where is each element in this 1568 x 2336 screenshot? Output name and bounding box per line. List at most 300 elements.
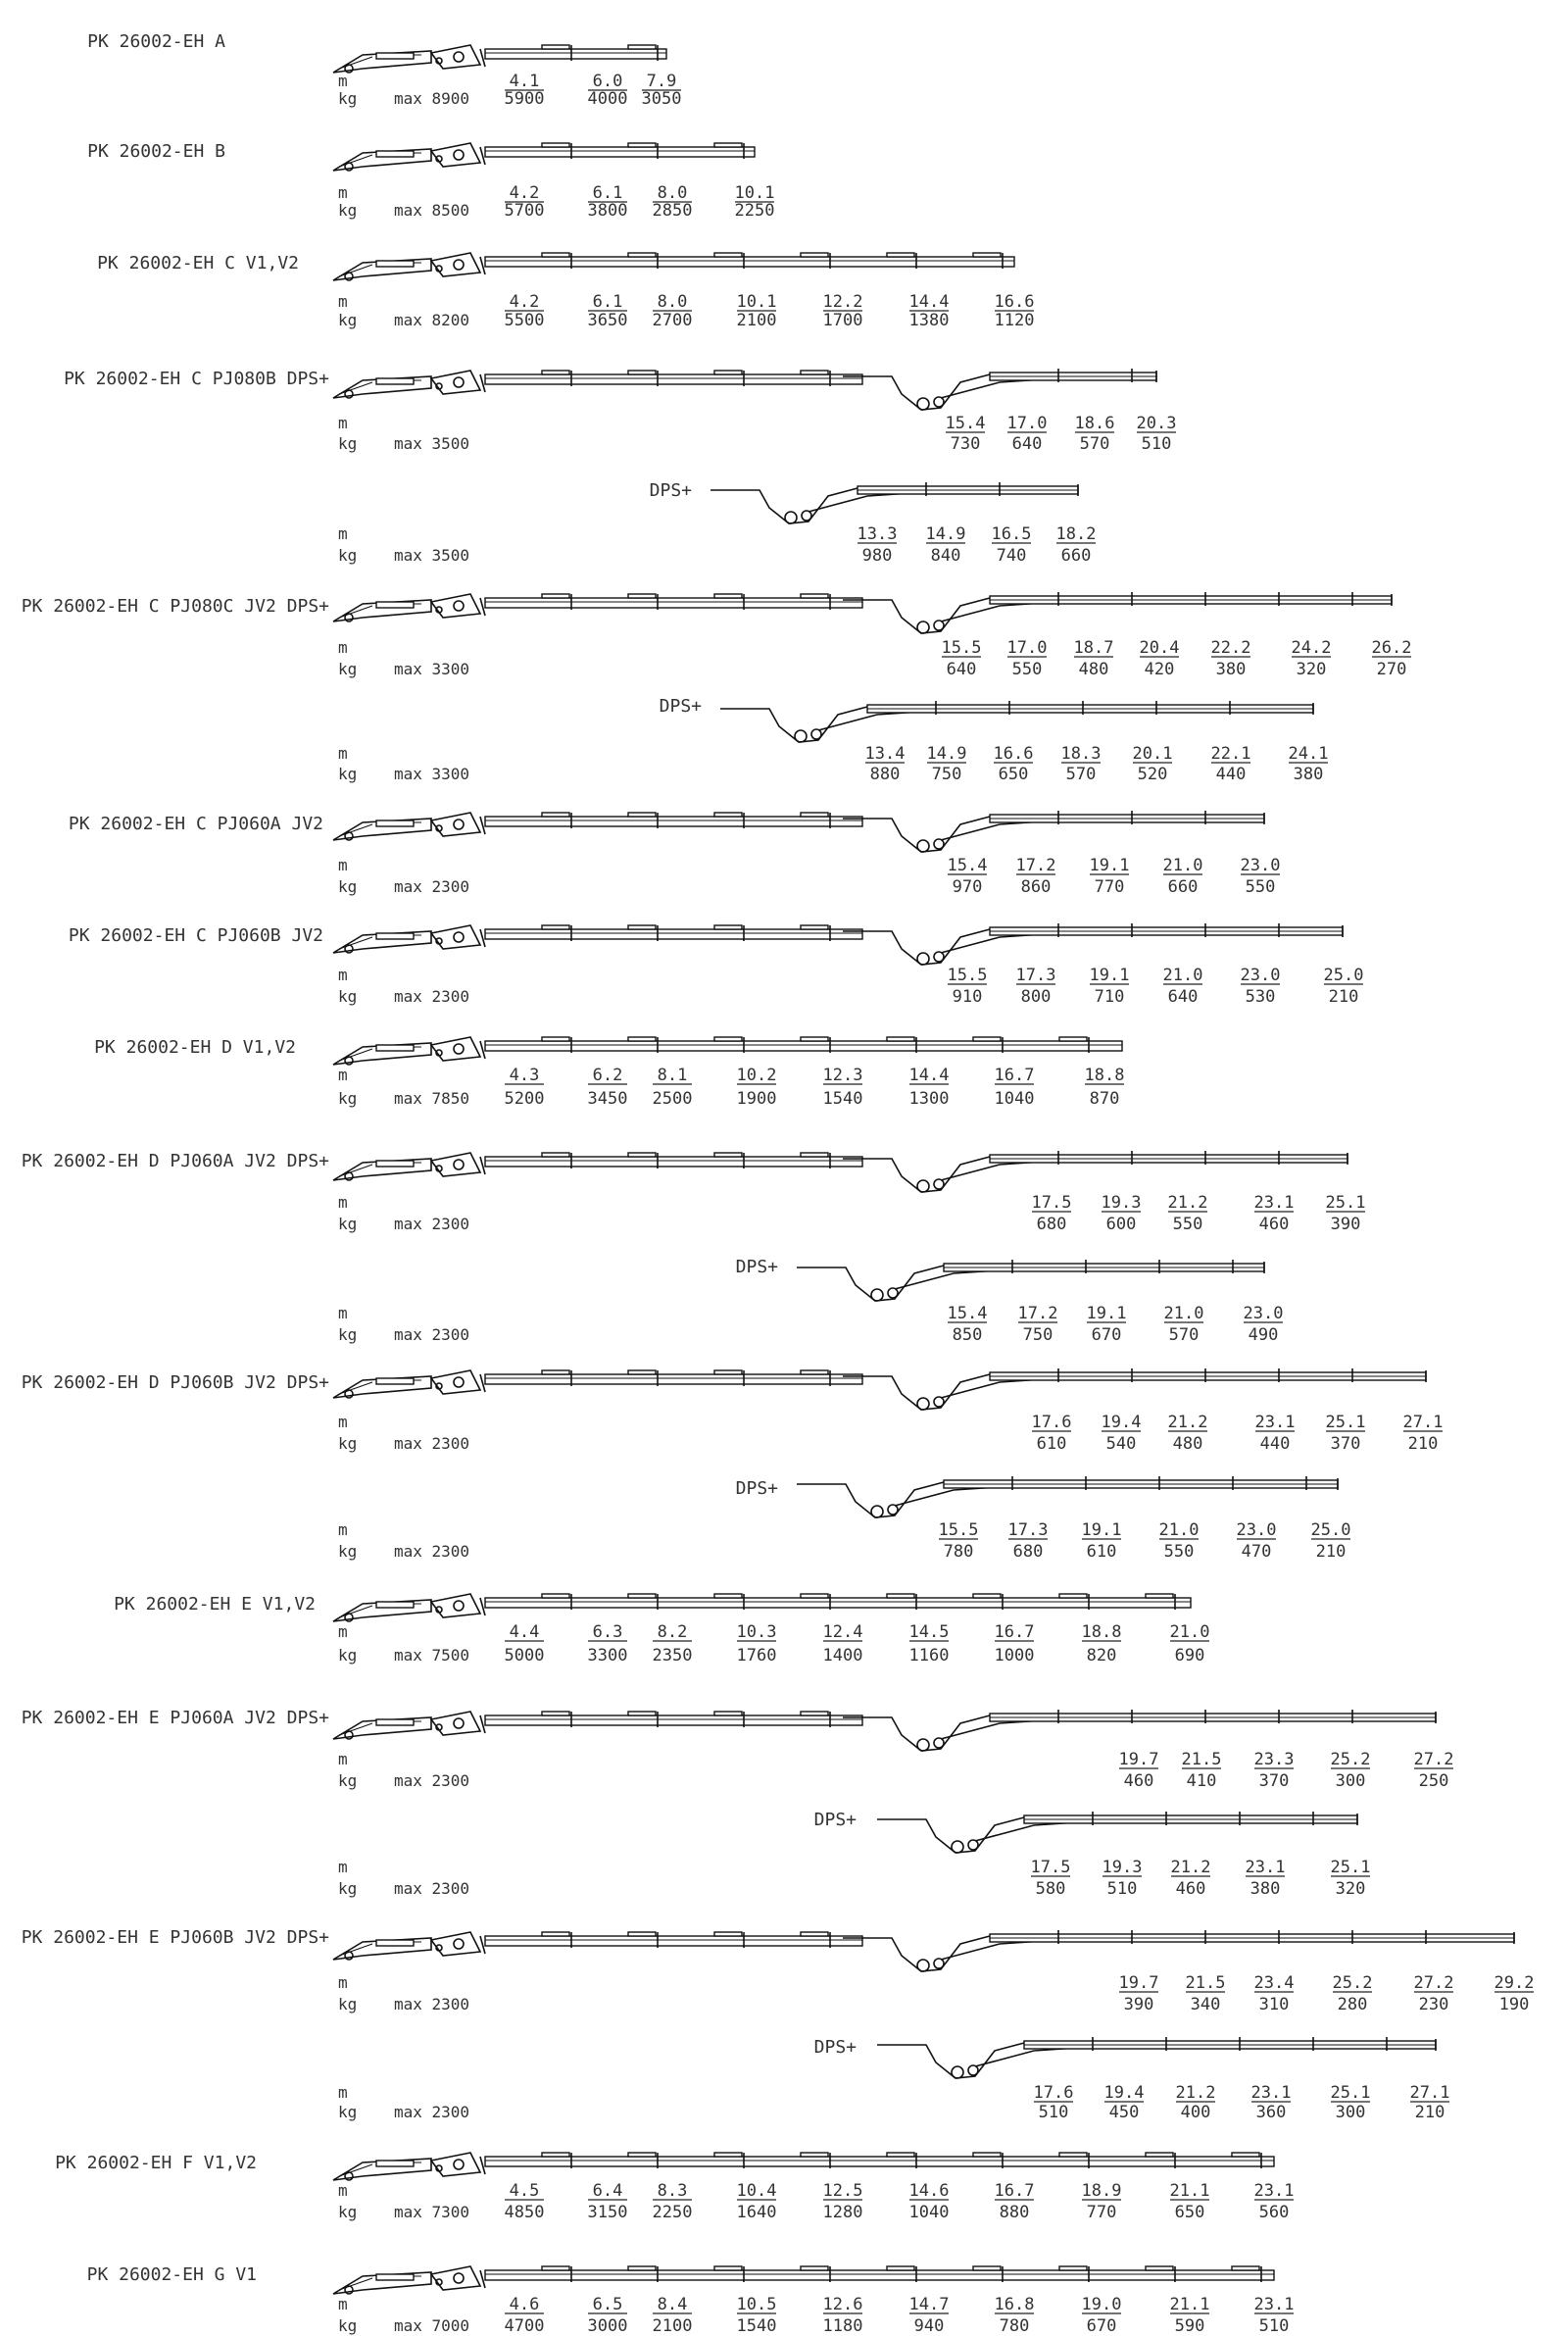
load-value: 1640 (736, 2203, 777, 2222)
unit-m-label: m (338, 292, 348, 311)
reach-value: 13.4 (864, 744, 906, 764)
load-value: 370 (1258, 1771, 1290, 1791)
load-value: 640 (1167, 987, 1199, 1007)
crane-config-row (87, 31, 681, 109)
load-value: 4850 (504, 2203, 545, 2222)
load-value: 340 (1190, 1995, 1221, 2014)
reach-value: 6.2 (592, 1066, 623, 1085)
crane-boom-drawing (333, 2153, 1274, 2180)
load-value: 3450 (587, 1089, 628, 1109)
reach-value: 8.2 (657, 1622, 688, 1642)
unit-m-label: m (338, 1750, 348, 1768)
reach-value: 21.1 (1169, 2295, 1210, 2314)
reach-value: 7.9 (646, 72, 677, 91)
crane-config-row (338, 696, 1328, 784)
load-value: 320 (1296, 660, 1327, 679)
load-value: 1400 (822, 1646, 863, 1665)
load-value: 210 (1407, 1434, 1439, 1454)
reach-value: 16.7 (994, 1066, 1035, 1085)
load-value: 940 (913, 2316, 945, 2336)
config-title: PK 26002-EH G V1 (86, 2264, 257, 2285)
reach-value: 24.1 (1288, 744, 1329, 764)
load-value: 520 (1137, 765, 1168, 784)
reach-value: 19.4 (1101, 1413, 1142, 1432)
load-value: 570 (1079, 434, 1110, 454)
unit-m-label: m (338, 2295, 348, 2313)
reach-value: 8.1 (657, 1066, 688, 1085)
unit-kg-label: kg (338, 1879, 358, 1898)
load-value: 410 (1186, 1771, 1217, 1791)
load-value: 1380 (908, 311, 950, 330)
load-value: 680 (1012, 1542, 1044, 1562)
reach-value: 19.1 (1089, 856, 1130, 875)
reach-value: 17.6 (1031, 1413, 1072, 1432)
reach-value: 18.6 (1074, 414, 1115, 433)
reach-value: 26.2 (1371, 638, 1412, 658)
config-title: PK 26002-EH D PJ060A JV2 DPS+ (21, 1151, 329, 1171)
reach-value: 15.5 (941, 638, 982, 658)
load-value: 270 (1376, 660, 1407, 679)
max-load-label: max 8500 (394, 201, 470, 220)
crane-boom-drawing (797, 1476, 1338, 1517)
max-load-label: max 2300 (394, 1542, 470, 1561)
load-value: 2100 (736, 311, 777, 330)
unit-m-label: m (338, 524, 348, 543)
reach-value: 6.0 (592, 72, 623, 91)
config-title: PK 26002-EH C V1,V2 (97, 253, 299, 273)
max-load-label: max 3500 (394, 546, 470, 565)
reach-value: 21.2 (1167, 1193, 1208, 1213)
reach-value: 8.0 (657, 292, 688, 312)
reach-value: 23.1 (1253, 2295, 1295, 2314)
max-load-label: max 3300 (394, 765, 470, 783)
reach-value: 19.7 (1118, 1750, 1159, 1769)
reach-value: 21.5 (1185, 1973, 1226, 1993)
load-value: 2250 (734, 201, 775, 221)
config-title: DPS+ (735, 1257, 778, 1277)
unit-kg-label: kg (338, 434, 358, 453)
load-value: 250 (1418, 1771, 1449, 1791)
reach-value: 19.4 (1103, 2083, 1145, 2103)
unit-m-label: m (338, 1858, 348, 1876)
load-value: 2350 (652, 1646, 693, 1665)
unit-kg-label: kg (338, 546, 358, 565)
reach-value: 8.3 (657, 2181, 688, 2201)
config-title: PK 26002-EH A (87, 31, 225, 52)
load-value: 4700 (504, 2316, 545, 2336)
load-value: 880 (999, 2203, 1030, 2222)
unit-m-label: m (338, 744, 348, 763)
reach-value: 27.1 (1409, 2083, 1450, 2103)
reach-value: 25.0 (1323, 966, 1364, 985)
reach-value: 17.6 (1033, 2083, 1074, 2103)
load-value: 420 (1144, 660, 1175, 679)
load-value: 570 (1065, 765, 1097, 784)
reach-value: 20.3 (1136, 414, 1177, 433)
reach-value: 18.9 (1081, 2181, 1122, 2201)
reach-value: 25.1 (1330, 1858, 1371, 1877)
load-value: 690 (1174, 1646, 1205, 1665)
load-value: 680 (1036, 1215, 1067, 1234)
unit-m-label: m (338, 1973, 348, 1992)
reach-value: 4.3 (509, 1066, 540, 1085)
load-value: 860 (1020, 877, 1052, 897)
reach-value: 17.2 (1015, 856, 1056, 875)
unit-kg-label: kg (338, 1089, 358, 1108)
load-value: 650 (1174, 2203, 1205, 2222)
reach-value: 22.1 (1210, 744, 1251, 764)
load-value: 1760 (736, 1646, 777, 1665)
reach-value: 4.2 (509, 183, 540, 203)
reach-value: 27.2 (1413, 1973, 1454, 1993)
max-load-label: max 2300 (394, 1771, 470, 1790)
reach-value: 21.5 (1181, 1750, 1222, 1769)
unit-kg-label: kg (338, 1771, 358, 1790)
load-value: 490 (1248, 1325, 1279, 1345)
load-value: 1700 (822, 311, 863, 330)
load-value: 470 (1241, 1542, 1272, 1562)
config-title: DPS+ (813, 2037, 857, 2058)
load-value: 510 (1038, 2103, 1069, 2122)
crane-config-row (338, 1476, 1350, 1562)
reach-value: 6.5 (592, 2295, 623, 2314)
max-load-label: max 7850 (394, 1089, 470, 1108)
crane-boom-drawing (720, 701, 1313, 742)
reach-value: 16.8 (994, 2295, 1035, 2314)
config-title: DPS+ (659, 696, 702, 717)
reach-value: 6.4 (592, 2181, 623, 2201)
unit-m-label: m (338, 72, 348, 90)
crane-config-row (87, 2264, 1295, 2336)
unit-kg-label: kg (338, 1215, 358, 1233)
config-title: PK 26002-EH B (87, 141, 225, 162)
max-load-label: max 2300 (394, 1879, 470, 1898)
reach-value: 23.1 (1250, 2083, 1292, 2103)
load-value: 550 (1172, 1215, 1203, 1234)
crane-boom-drawing (333, 143, 755, 171)
load-value: 530 (1245, 987, 1276, 1007)
load-value: 450 (1108, 2103, 1140, 2122)
max-load-label: max 8200 (394, 311, 470, 329)
unit-m-label: m (338, 2181, 348, 2200)
reach-value: 15.4 (947, 856, 988, 875)
unit-kg-label: kg (338, 877, 358, 896)
crane-boom-drawing (333, 1930, 1514, 1971)
reach-value: 6.1 (592, 183, 623, 203)
reach-value: 18.8 (1084, 1066, 1125, 1085)
load-value: 3050 (641, 89, 682, 109)
crane-config-row (94, 1037, 1124, 1109)
reach-value: 17.3 (1015, 966, 1056, 985)
max-load-label: max 2300 (394, 1215, 470, 1233)
crane-boom-drawing (797, 1260, 1264, 1301)
config-title: PK 26002-EH E PJ060B JV2 DPS+ (21, 1927, 329, 1948)
load-value: 580 (1035, 1879, 1066, 1899)
load-value: 3300 (587, 1646, 628, 1665)
load-value: 380 (1250, 1879, 1281, 1899)
unit-kg-label: kg (338, 2103, 358, 2121)
load-value: 2100 (652, 2316, 693, 2336)
reach-value: 25.0 (1310, 1520, 1351, 1540)
reach-value: 4.1 (509, 72, 540, 91)
load-value: 600 (1105, 1215, 1137, 1234)
crane-config-row (87, 141, 774, 221)
reach-value: 19.3 (1101, 1193, 1142, 1213)
max-load-label: max 2300 (394, 1995, 470, 2013)
crane-config-row (55, 2153, 1294, 2222)
load-value: 380 (1215, 660, 1247, 679)
reach-value: 14.5 (908, 1622, 950, 1642)
reach-value: 4.6 (509, 2295, 540, 2314)
load-value: 570 (1168, 1325, 1200, 1345)
load-value: 870 (1089, 1089, 1120, 1109)
load-value: 1300 (908, 1089, 950, 1109)
max-load-label: max 2300 (394, 987, 470, 1006)
reach-value: 19.1 (1081, 1520, 1122, 1540)
reach-value: 23.4 (1253, 1973, 1295, 1993)
unit-kg-label: kg (338, 201, 358, 220)
load-value: 840 (930, 546, 961, 566)
reach-value: 18.3 (1060, 744, 1102, 764)
reach-value: 8.0 (657, 183, 688, 203)
load-value: 2500 (652, 1089, 693, 1109)
load-value: 510 (1141, 434, 1172, 454)
load-value: 660 (1060, 546, 1092, 566)
config-title: PK 26002-EH F V1,V2 (55, 2153, 257, 2173)
load-value: 590 (1174, 2316, 1205, 2336)
load-value: 5900 (504, 89, 545, 109)
unit-m-label: m (338, 1304, 348, 1322)
load-value: 210 (1414, 2103, 1446, 2122)
reach-value: 21.2 (1170, 1858, 1211, 1877)
crane-config-row (69, 923, 1364, 1007)
reach-value: 12.6 (822, 2295, 863, 2314)
crane-config-row (22, 1927, 1535, 2014)
load-value: 5500 (504, 311, 545, 330)
unit-m-label: m (338, 183, 348, 202)
reach-value: 25.1 (1330, 2083, 1371, 2103)
load-value: 1000 (994, 1646, 1035, 1665)
load-value: 190 (1498, 1995, 1530, 2014)
crane-boom-drawing (333, 923, 1343, 965)
config-title: PK 26002-EH D PJ060B JV2 DPS+ (21, 1372, 329, 1393)
reach-value: 21.0 (1158, 1520, 1200, 1540)
load-value: 480 (1172, 1434, 1203, 1454)
reach-value: 23.0 (1243, 1304, 1284, 1323)
reach-value: 12.2 (822, 292, 863, 312)
max-load-label: max 3500 (394, 434, 470, 453)
load-value: 1900 (736, 1089, 777, 1109)
load-value: 660 (1167, 877, 1199, 897)
crane-config-row (22, 1368, 1444, 1454)
reach-value: 23.1 (1245, 1858, 1286, 1877)
reach-value: 18.7 (1073, 638, 1114, 658)
load-value: 3000 (587, 2316, 628, 2336)
crane-config-row (338, 1257, 1283, 1345)
config-title: PK 26002-EH C PJ060A JV2 (68, 814, 323, 834)
reach-value: 19.7 (1118, 1973, 1159, 1993)
reach-value: 19.3 (1102, 1858, 1143, 1877)
load-value: 770 (1094, 877, 1125, 897)
load-value: 4000 (587, 89, 628, 109)
load-value: 1540 (736, 2316, 777, 2336)
reach-value: 21.0 (1162, 856, 1203, 875)
unit-kg-label: kg (338, 1995, 358, 2013)
load-value: 610 (1036, 1434, 1067, 1454)
config-title: DPS+ (649, 480, 692, 501)
load-value: 550 (1163, 1542, 1195, 1562)
reach-value: 4.5 (509, 2181, 540, 2201)
crane-config-row (338, 1810, 1370, 1899)
reach-value: 10.1 (736, 292, 777, 312)
unit-kg-label: kg (338, 1542, 358, 1561)
load-value: 1280 (822, 2203, 863, 2222)
load-value: 210 (1315, 1542, 1347, 1562)
reach-value: 4.4 (509, 1622, 540, 1642)
reach-value: 14.7 (908, 2295, 950, 2314)
load-value: 510 (1258, 2316, 1290, 2336)
load-value: 550 (1245, 877, 1276, 897)
load-value: 740 (996, 546, 1027, 566)
load-value: 440 (1215, 765, 1247, 784)
load-value: 510 (1106, 1879, 1138, 1899)
reach-value: 29.2 (1494, 1973, 1535, 1993)
load-value: 460 (1123, 1771, 1154, 1791)
max-load-label: max 7500 (394, 1646, 470, 1665)
unit-kg-label: kg (338, 311, 358, 329)
load-value: 3650 (587, 311, 628, 330)
crane-config-row (338, 480, 1096, 566)
reach-value: 25.1 (1325, 1413, 1366, 1432)
crane-config-row (22, 1151, 1366, 1234)
load-value: 390 (1123, 1995, 1154, 2014)
unit-kg-label: kg (338, 660, 358, 678)
reach-value: 14.9 (925, 524, 966, 544)
max-load-label: max 3300 (394, 660, 470, 678)
load-value: 1160 (908, 1646, 950, 1665)
config-title: PK 26002-EH E PJ060A JV2 DPS+ (21, 1708, 329, 1728)
reach-value: 19.1 (1089, 966, 1130, 985)
max-load-label: max 2300 (394, 1325, 470, 1344)
unit-m-label: m (338, 856, 348, 874)
crane-boom-drawing (333, 1710, 1436, 1751)
max-load-label: max 7300 (394, 2203, 470, 2221)
reach-value: 25.2 (1332, 1973, 1373, 1993)
config-title: DPS+ (813, 1810, 857, 1830)
load-value: 750 (1022, 1325, 1054, 1345)
reach-value: 24.2 (1291, 638, 1332, 658)
config-title: PK 26002-EH C PJ060B JV2 (68, 925, 323, 946)
load-value: 460 (1175, 1879, 1206, 1899)
reach-value: 21.2 (1167, 1413, 1208, 1432)
load-value: 230 (1418, 1995, 1449, 2014)
reach-value: 16.6 (994, 292, 1035, 312)
reach-value: 19.1 (1086, 1304, 1127, 1323)
unit-m-label: m (338, 1520, 348, 1539)
load-value: 480 (1078, 660, 1109, 679)
load-value: 2250 (652, 2203, 693, 2222)
load-value: 320 (1335, 1879, 1366, 1899)
reach-value: 22.2 (1210, 638, 1251, 658)
load-value: 360 (1255, 2103, 1287, 2122)
unit-m-label: m (338, 1193, 348, 1212)
load-value: 5200 (504, 1089, 545, 1109)
load-value: 3800 (587, 201, 628, 221)
config-title: PK 26002-EH D V1,V2 (94, 1037, 296, 1058)
reach-value: 25.1 (1325, 1193, 1366, 1213)
reach-value: 8.4 (657, 2295, 688, 2314)
reach-value: 10.2 (736, 1066, 777, 1085)
reach-value: 21.1 (1169, 2181, 1210, 2201)
reach-value: 14.9 (926, 744, 967, 764)
reach-value: 21.0 (1169, 1622, 1210, 1642)
load-value: 820 (1086, 1646, 1117, 1665)
load-value: 1120 (994, 311, 1035, 330)
crane-boom-drawing (333, 45, 666, 73)
unit-kg-label: kg (338, 89, 358, 108)
crane-boom-drawing (333, 369, 1156, 410)
unit-kg-label: kg (338, 2203, 358, 2221)
unit-kg-label: kg (338, 2316, 358, 2335)
reach-value: 16.5 (991, 524, 1032, 544)
crane-boom-drawing (333, 1151, 1348, 1192)
load-value: 670 (1086, 2316, 1117, 2336)
config-title: DPS+ (735, 1478, 778, 1499)
reach-value: 10.1 (734, 183, 775, 203)
crane-boom-drawing (710, 482, 1078, 523)
load-value: 980 (861, 546, 893, 566)
load-value: 610 (1086, 1542, 1117, 1562)
crane-boom-drawing (333, 1037, 1122, 1065)
reach-value: 12.3 (822, 1066, 863, 1085)
load-value: 880 (869, 765, 901, 784)
crane-boom-drawing (333, 253, 1014, 280)
reach-value: 27.1 (1402, 1413, 1444, 1432)
crane-boom-drawing (333, 1368, 1426, 1410)
load-value: 280 (1337, 1995, 1368, 2014)
crane-config-row (114, 1594, 1209, 1665)
reach-value: 27.2 (1413, 1750, 1454, 1769)
load-value: 780 (999, 2316, 1030, 2336)
crane-config-row (64, 369, 1176, 454)
load-value: 390 (1330, 1215, 1361, 1234)
load-value: 710 (1094, 987, 1125, 1007)
reach-value: 16.6 (993, 744, 1034, 764)
reach-value: 14.6 (908, 2181, 950, 2201)
reach-value: 4.2 (509, 292, 540, 312)
load-value: 1040 (908, 2203, 950, 2222)
load-value: 2700 (652, 311, 693, 330)
crane-boom-drawing (877, 2037, 1436, 2078)
unit-kg-label: kg (338, 1325, 358, 1344)
load-value: 440 (1259, 1434, 1291, 1454)
reach-value: 23.1 (1254, 1413, 1296, 1432)
config-title: PK 26002-EH C PJ080C JV2 DPS+ (21, 596, 329, 617)
load-value: 210 (1328, 987, 1359, 1007)
max-load-label: max 2300 (394, 2103, 470, 2121)
load-value: 1040 (994, 1089, 1035, 1109)
max-load-label: max 2300 (394, 877, 470, 896)
load-value: 730 (950, 434, 981, 454)
load-value: 850 (952, 1325, 983, 1345)
crane-config-row (338, 2037, 1449, 2122)
unit-m-label: m (338, 966, 348, 984)
crane-config-row (22, 592, 1412, 679)
load-value: 640 (1011, 434, 1043, 454)
reach-value: 17.3 (1007, 1520, 1049, 1540)
unit-m-label: m (338, 2083, 348, 2102)
unit-m-label: m (338, 638, 348, 657)
